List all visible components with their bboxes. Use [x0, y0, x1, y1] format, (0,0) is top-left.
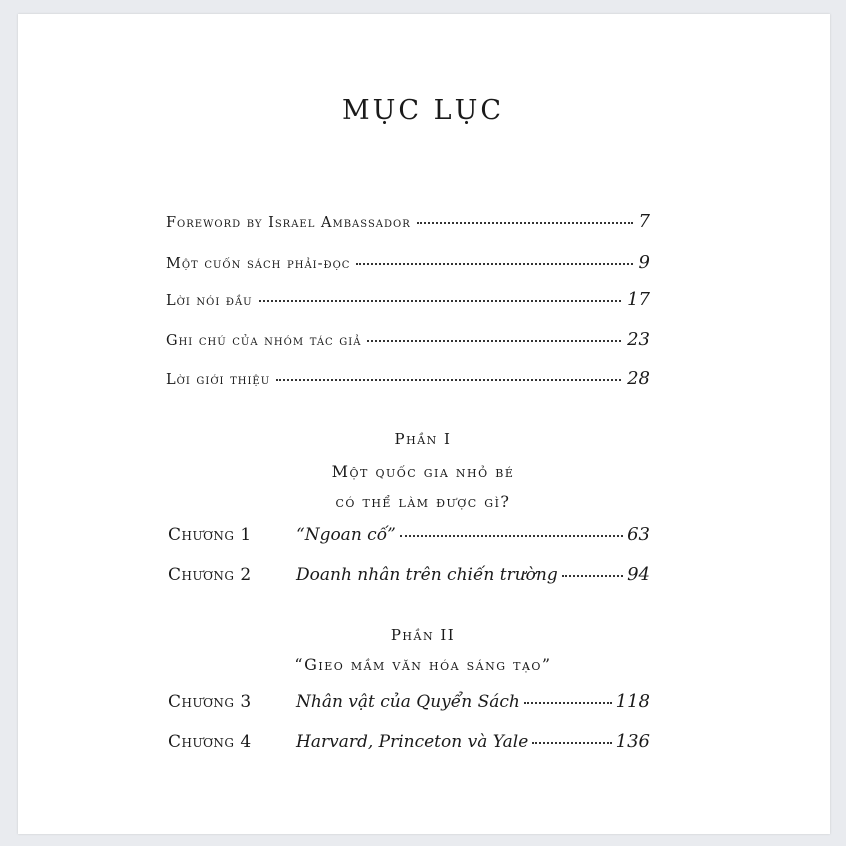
toc-entry-label: Một cuốn sách phải-đọc: [166, 256, 351, 272]
toc-entry-label: Lời giới thiệu: [166, 372, 271, 388]
toc-entry-label: Lời nói đầu: [166, 293, 253, 309]
toc-entry-page: 28: [627, 368, 650, 389]
chapter-title: Harvard, Princeton và Yale: [296, 732, 529, 752]
page-title: MỤC LỤC: [342, 95, 504, 126]
part-heading: Phần II: [390, 626, 456, 644]
part-subtitle: “Gieo mầm văn hóa sáng tạo”: [294, 655, 552, 674]
chapter-label: Chương 1: [168, 525, 252, 545]
toc-entry-page: 9: [638, 252, 650, 273]
part-subtitle: có thể làm được gì?: [335, 492, 511, 511]
dot-leader: [276, 379, 621, 381]
chapter-title: Nhân vật của Quyển Sách: [296, 692, 520, 712]
chapter-page: 118: [615, 691, 650, 712]
chapter-title: “Ngoan cố”: [296, 525, 396, 545]
chapter-label: Chương 4: [168, 732, 252, 752]
chapter-title: Doanh nhân trên chiến trường: [296, 565, 558, 585]
toc-entry: [166, 368, 650, 394]
toc-entry-page: 7: [638, 211, 650, 232]
chapter-entry: [168, 731, 650, 759]
chapter-entry: [168, 524, 650, 552]
dot-leader: [356, 263, 632, 265]
part-heading: Phần I: [394, 430, 452, 448]
dot-leader: [400, 535, 623, 537]
chapter-label: Chương 2: [168, 565, 252, 585]
dot-leader: [367, 340, 621, 342]
chapter-label: Chương 3: [168, 692, 252, 712]
dot-leader: [259, 300, 621, 302]
toc-entry: [166, 329, 650, 355]
chapter-page: 136: [615, 731, 650, 752]
part-subtitle: Một quốc gia nhỏ bé: [331, 462, 515, 481]
dot-leader: [417, 222, 633, 224]
chapter-entry: [168, 691, 650, 719]
toc-entry: [166, 289, 650, 315]
chapter-page: 94: [627, 564, 650, 585]
toc-entry-page: 17: [627, 289, 650, 310]
toc-entry: [166, 211, 650, 237]
toc-entry-label: Foreword by Israel Ambassador: [166, 215, 411, 231]
dot-leader: [562, 575, 623, 577]
toc-entry: [166, 252, 650, 278]
toc-entry-label: Ghi chú của nhóm tác giả: [166, 333, 362, 349]
dot-leader: [532, 742, 611, 744]
chapter-page: 63: [627, 524, 650, 545]
chapter-entry: [168, 564, 650, 592]
toc-entry-page: 23: [627, 329, 650, 350]
dot-leader: [524, 702, 612, 704]
